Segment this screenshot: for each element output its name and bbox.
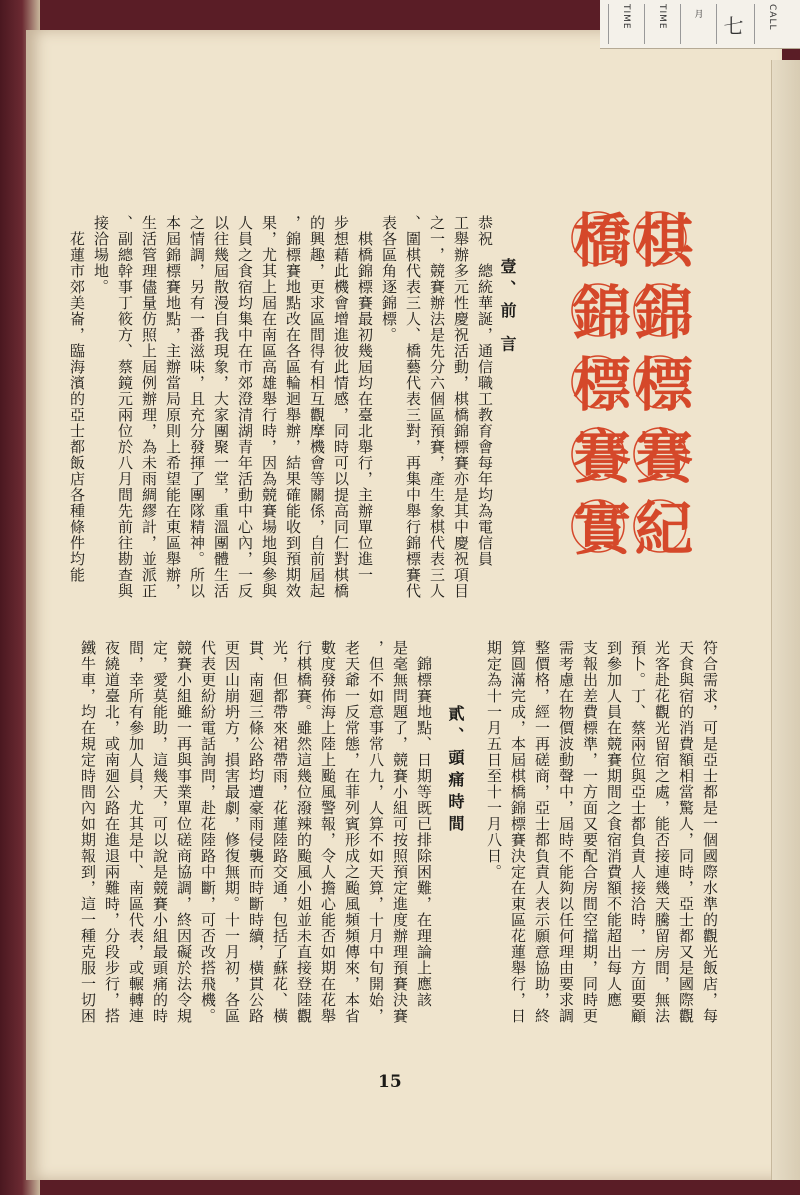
text-column: 符合需求，可是亞士都是一個國際水準的觀光飯店，每 — [701, 640, 719, 1024]
text-column: 、副總幹事丁筱方、蔡鏡元兩位於八月間先前往勘查與 — [116, 215, 134, 599]
text-column: ，錦標賽地點改在各區輪迴舉辦，結果確能收到預期效 — [284, 215, 302, 599]
section-2-heading: 貳、頭痛時間 — [446, 705, 465, 837]
text-column: 行棋橋賽。雖然這幾位潑辣的颱風小姐並未直接登陸觀 — [295, 640, 313, 1024]
section-1-heading: 壹、前 言 — [498, 258, 517, 358]
title-column-2: 橋錦標賽實 — [563, 210, 631, 570]
text-column: 間，幸所有參加人員，尤其是中、南區代表，或輾轉連 — [127, 640, 145, 1024]
text-column: 光，但都帶來裙帶雨，花蓮陸路交通，包括了蘇花、橫 — [271, 640, 289, 1024]
text-column: 表各區角逐錦標。 — [380, 215, 398, 343]
text-column: 恭祝 總統華誕，通信職工教育會每年均為電信員 — [476, 215, 494, 567]
text-column: 鐵牛車，均在規定時間內如期報到，這一種克服一切困 — [79, 640, 97, 1024]
index-tab: 七 — [716, 4, 751, 44]
text-column: 代表更紛紛電話詢問，赴花陸路中斷，可否改搭飛機。 — [199, 640, 217, 1024]
text-column: 棋橋錦標賽最初幾屆均在臺北舉行，主辦單位進一 — [356, 215, 374, 583]
text-column: 錦標賽地點、日期等既已排除困難，在理論上應該 — [415, 640, 433, 1008]
text-column: 花蓮市郊美崙，臨海濱的亞士都飯店各種條件均能 — [68, 215, 86, 583]
text-column: 預卜。丁、蔡兩位與亞士都負責人接洽時，一方面要顧 — [629, 640, 647, 1024]
text-column: 天食與宿的消費額相當驚人，同時，亞士都又是國際觀 — [677, 640, 695, 1024]
text-column: 老天爺一反常態，在菲列賓形成之颱風頻頻傳來，本省 — [343, 640, 361, 1024]
text-column: 工舉辦多元性慶祝活動，棋橋錦標賽亦是其中慶祝項目 — [452, 215, 470, 599]
index-tab: 月 — [680, 4, 715, 44]
text-column: 果，尤其上屆在南區高雄舉行時，因為競賽場地與參與 — [260, 215, 278, 599]
text-column: 定，愛莫能助，這幾天，可以說是競賽小組最頭痛的時 — [151, 640, 169, 1024]
text-column: 到參加人員在競賽期間之食宿消費額不能超出每人應 — [605, 640, 623, 1008]
text-column: 夜繞道臺北，或南廻公路在進退兩難時，分段步行，搭 — [103, 640, 121, 1024]
next-page-edge — [771, 60, 800, 1180]
index-tabs — [600, 0, 800, 49]
text-column: 之一，競賽辦法是先分六個區預賽，產生象棋代表三人 — [428, 215, 446, 599]
text-column: 光客赴花觀光留宿之處，能否接連幾天騰留房間，無法 — [653, 640, 671, 1024]
page-number: 15 — [378, 1072, 402, 1092]
index-tab: TIME — [608, 4, 643, 44]
title-column-1: 棋錦標賽紀 — [625, 210, 693, 570]
text-column: 貫、南廻三條公路均遭豪雨侵襲而時斷時續，橫貫公路 — [247, 640, 265, 1024]
text-column: 數度發佈海上陸上颱風警報，令人擔心能否如期在花舉 — [319, 640, 337, 1024]
text-column: 支報出差費標準，一方面又要配合房間空擋期，同時更 — [581, 640, 599, 1024]
text-column: 接洽場地。 — [92, 215, 110, 295]
text-column: 之情調，另有一番滋味，且充分發揮了團隊精神。所以 — [188, 215, 206, 599]
text-column: 競賽小組雖一再與事業單位磋商協調，終因礙於法令規 — [175, 640, 193, 1024]
text-column: 整價格，經一再磋商，亞士都負責人表示願意協助，終 — [533, 640, 551, 1024]
text-column: 本屆錦標賽地點，主辦當局原則上希望能在東區舉辦， — [164, 215, 182, 599]
text-column: 算圓滿完成，本屆棋橋錦標賽決定在東區花蓮舉行，日 — [509, 640, 527, 1024]
text-column: 是毫無問題了，競賽小組可按照預定進度辦理預賽決賽 — [391, 640, 409, 1024]
article-title — [563, 210, 693, 610]
text-column: 以往幾屆散漫自我現象，大家團聚一堂，重溫團體生活 — [212, 215, 230, 599]
text-column: 人員之食宿均集中在市郊澄清湖青年活動中心內，一反 — [236, 215, 254, 599]
text-column: 步想藉此機會增進彼此情感，同時可以提高同仁對棋橋 — [332, 215, 350, 599]
text-column: 更因山崩坍方，損害最劇，修復無期。十一月初，各區 — [223, 640, 241, 1024]
text-column: 生活管理儘量仿照上屆例辦理，為未雨綢繆計，並派正 — [140, 215, 158, 599]
text-column: 、圍棋代表三人、橋藝代表三對，再集中舉行錦標賽代 — [404, 215, 422, 599]
index-tab: TIME — [644, 4, 679, 44]
text-column: 期定為十一月五日至十一月八日。 — [485, 640, 503, 880]
text-column: 的興趣，更求區間得有相互觀摩機會等關係，自前屆起 — [308, 215, 326, 599]
text-column: 需考慮在物價波動聲中，屆時不能夠以任何理由要求調 — [557, 640, 575, 1024]
index-tab: CALL — [754, 4, 789, 44]
text-column: ，但不如意事常八九，人算不如天算，十月中旬開始， — [367, 640, 385, 1024]
